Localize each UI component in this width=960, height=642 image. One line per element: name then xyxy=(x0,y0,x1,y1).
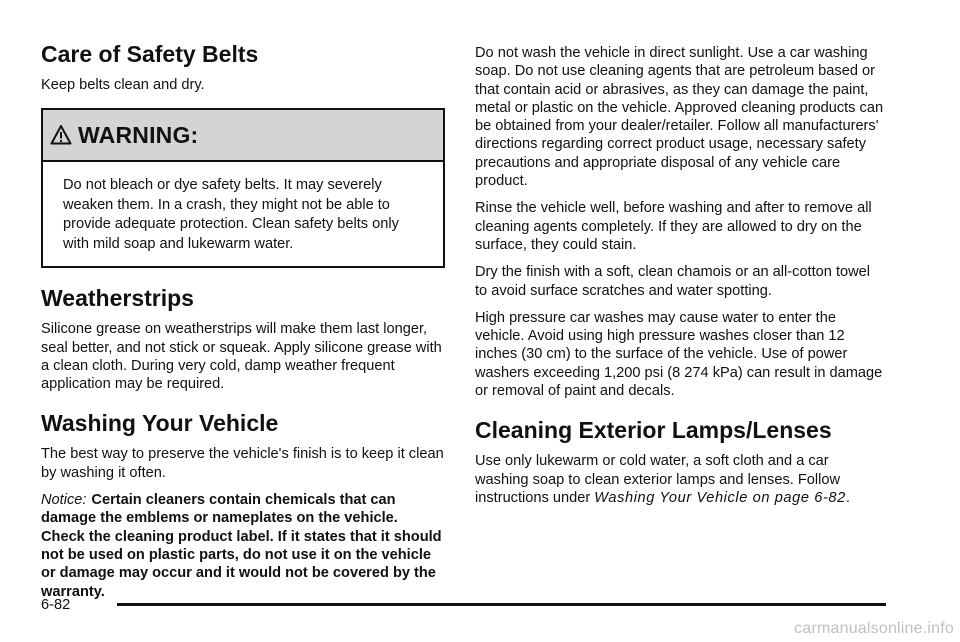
heading-care-of-safety-belts: Care of Safety Belts xyxy=(41,41,259,67)
high-pressure-text: High pressure car washes may cause water to enter the vehicle. Avoid using high pressure washes closer than 12 inches (30 cm) to the surface of the vehicle. Use of power washers exceeding 1,200 psi (8 274 kPa) can result in damage or removal of paint and decals. xyxy=(475,309,883,400)
lamps-end: . xyxy=(845,489,850,506)
warning-body xyxy=(43,162,443,266)
heading-cleaning-exterior-lamps: Cleaning Exterior Lamps/Lenses xyxy=(475,417,832,444)
care-text: Keep belts clean and dry. xyxy=(41,77,205,93)
footer-divider xyxy=(117,603,886,606)
washing-your-vehicle-link[interactable]: Washing Your Vehicle on page 6-82 xyxy=(594,489,846,506)
left-column xyxy=(41,40,445,610)
right-column xyxy=(475,44,885,516)
warning-header xyxy=(43,110,443,162)
warning-title: WARNING: xyxy=(78,121,199,148)
notice-label: Notice: xyxy=(41,492,87,509)
notice-text: Certain cleaners contain chemicals that can damage the emblems or nameplates on the vehicle. Check the cleaning product label. If it states that it should not be used on plastic parts, do not use it on the vehicle or damage may occur and it would not be covered by the warranty. xyxy=(41,492,442,600)
warning-text: Do not bleach or dye safety belts. It may severely weaken them. In a crash, they might not be able to provide adequate protection. Clean safety belts only with mild soap and lukewarm water. xyxy=(63,177,399,252)
notice-paragraph xyxy=(41,491,445,601)
heading-washing-your-vehicle: Washing Your Vehicle xyxy=(41,410,279,437)
rinse-text: Rinse the vehicle well, before washing and after to remove all cleaning agents completely. If they are allowed to dry on the surface, they could stain. xyxy=(475,200,872,253)
heading-weatherstrips: Weatherstrips xyxy=(41,285,194,312)
dry-finish-text: Dry the finish with a soft, clean chamois or an all-cotton towel to avoid surface scratches and water spotting. xyxy=(475,264,871,299)
lamps-text: Use only lukewarm or cold water, a soft cloth and a car washing soap to clean exterior lamps and lenses. Follow instructions under xyxy=(475,453,841,506)
weatherstrips-text: Silicone grease on weatherstrips will make them last longer, seal better, and not stick or squeak. Apply silicone grease with a clean cloth. During very cold, damp weather frequent application may be required. xyxy=(41,321,442,393)
washing-sunlight-text: Do not wash the vehicle in direct sunlight. Use a car washing soap. Do not use cleaning agents that are petroleum based or that contain acid or abrasives, as they can damage the paint, metal or plastic on the vehicle. Approved cleaning products can be obtained from your dealer/retailer. Follow all manufacturers' directions regarding correct product usage, necessary safety precautions and appropriate disposal of any vehicle care product. xyxy=(475,45,884,190)
lamps-paragraph xyxy=(475,452,885,507)
warning-box xyxy=(41,108,445,268)
watermark-text: carmanualsonline.info xyxy=(794,620,954,637)
washing-text: The best way to preserve the vehicle's finish is to keep it clean by washing it often. xyxy=(41,446,444,481)
page-number: 6-82 xyxy=(41,597,71,613)
warning-triangle-icon xyxy=(50,124,72,146)
